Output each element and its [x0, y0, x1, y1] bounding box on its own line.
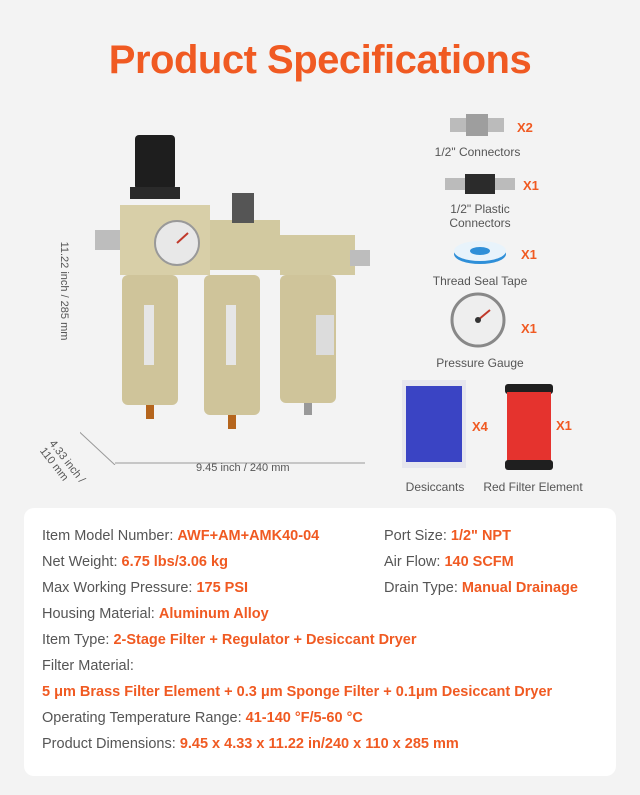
spec-filter-label: Filter Material: — [42, 658, 134, 674]
spec-drain: Drain Type: Manual Drainage — [384, 580, 578, 596]
seal-tape-icon — [453, 238, 507, 264]
plastic-connectors-qty: X1 — [523, 178, 539, 193]
red-filter-label: Red Filter Element — [483, 480, 583, 494]
page-title: Product Specifications — [108, 38, 532, 82]
red-filter-icon — [505, 384, 553, 472]
pressure-gauge-label: Pressure Gauge — [436, 356, 524, 370]
connectors-label: 1/2" Connectors — [434, 145, 521, 159]
spec-model: Item Model Number: AWF+AM+AMK40-04 — [42, 528, 320, 544]
desiccants-qty: X4 — [472, 419, 488, 434]
height-dimension — [42, 185, 76, 415]
desiccants-label: Desiccants — [405, 480, 465, 494]
height-label: 11.22 inch / 285 mm — [58, 241, 70, 341]
connectors-qty: X2 — [517, 120, 533, 135]
spec-temp: Operating Temperature Range: 41-140 °F/5-60 °C — [42, 710, 363, 726]
spec-port: Port Size: 1/2" NPT — [384, 528, 511, 544]
depth-label: 4.33 inch / 110 mm — [37, 438, 88, 486]
spec-housing: Housing Material: Aluminum Alloy — [42, 606, 269, 622]
spec-type: Item Type: 2-Stage Filter + Regulator + Desiccant Dryer — [42, 632, 417, 648]
spec-airflow: Air Flow: 140 SCFM — [384, 554, 514, 570]
pressure-gauge-qty: X1 — [521, 321, 537, 336]
spec-pressure: Max Working Pressure: 175 PSI — [42, 580, 249, 596]
connector-icon — [450, 112, 505, 138]
spec-filter-value: 5 μm Brass Filter Element + 0.3 μm Sponge Filter + 0.1μm Desiccant Dryer — [42, 684, 553, 700]
spec-dimensions: Product Dimensions: 9.45 x 4.33 x 11.22 in/240 x 110 x 285 mm — [42, 736, 459, 752]
seal-tape-label: Thread Seal Tape — [432, 274, 528, 288]
desiccants-icon — [402, 380, 466, 468]
width-label: 9.45 inch / 240 mm — [196, 462, 290, 474]
plastic-connectors-label: 1/2" Plastic Connectors — [449, 202, 511, 230]
specs-card — [24, 508, 616, 776]
pressure-gauge-icon — [450, 292, 506, 348]
plastic-connector-icon — [445, 172, 515, 196]
spec-weight: Net Weight: 6.75 lbs/3.06 kg — [42, 554, 228, 570]
filter-regulator-image — [80, 125, 380, 465]
red-filter-qty: X1 — [556, 418, 572, 433]
seal-tape-qty: X1 — [521, 247, 537, 262]
